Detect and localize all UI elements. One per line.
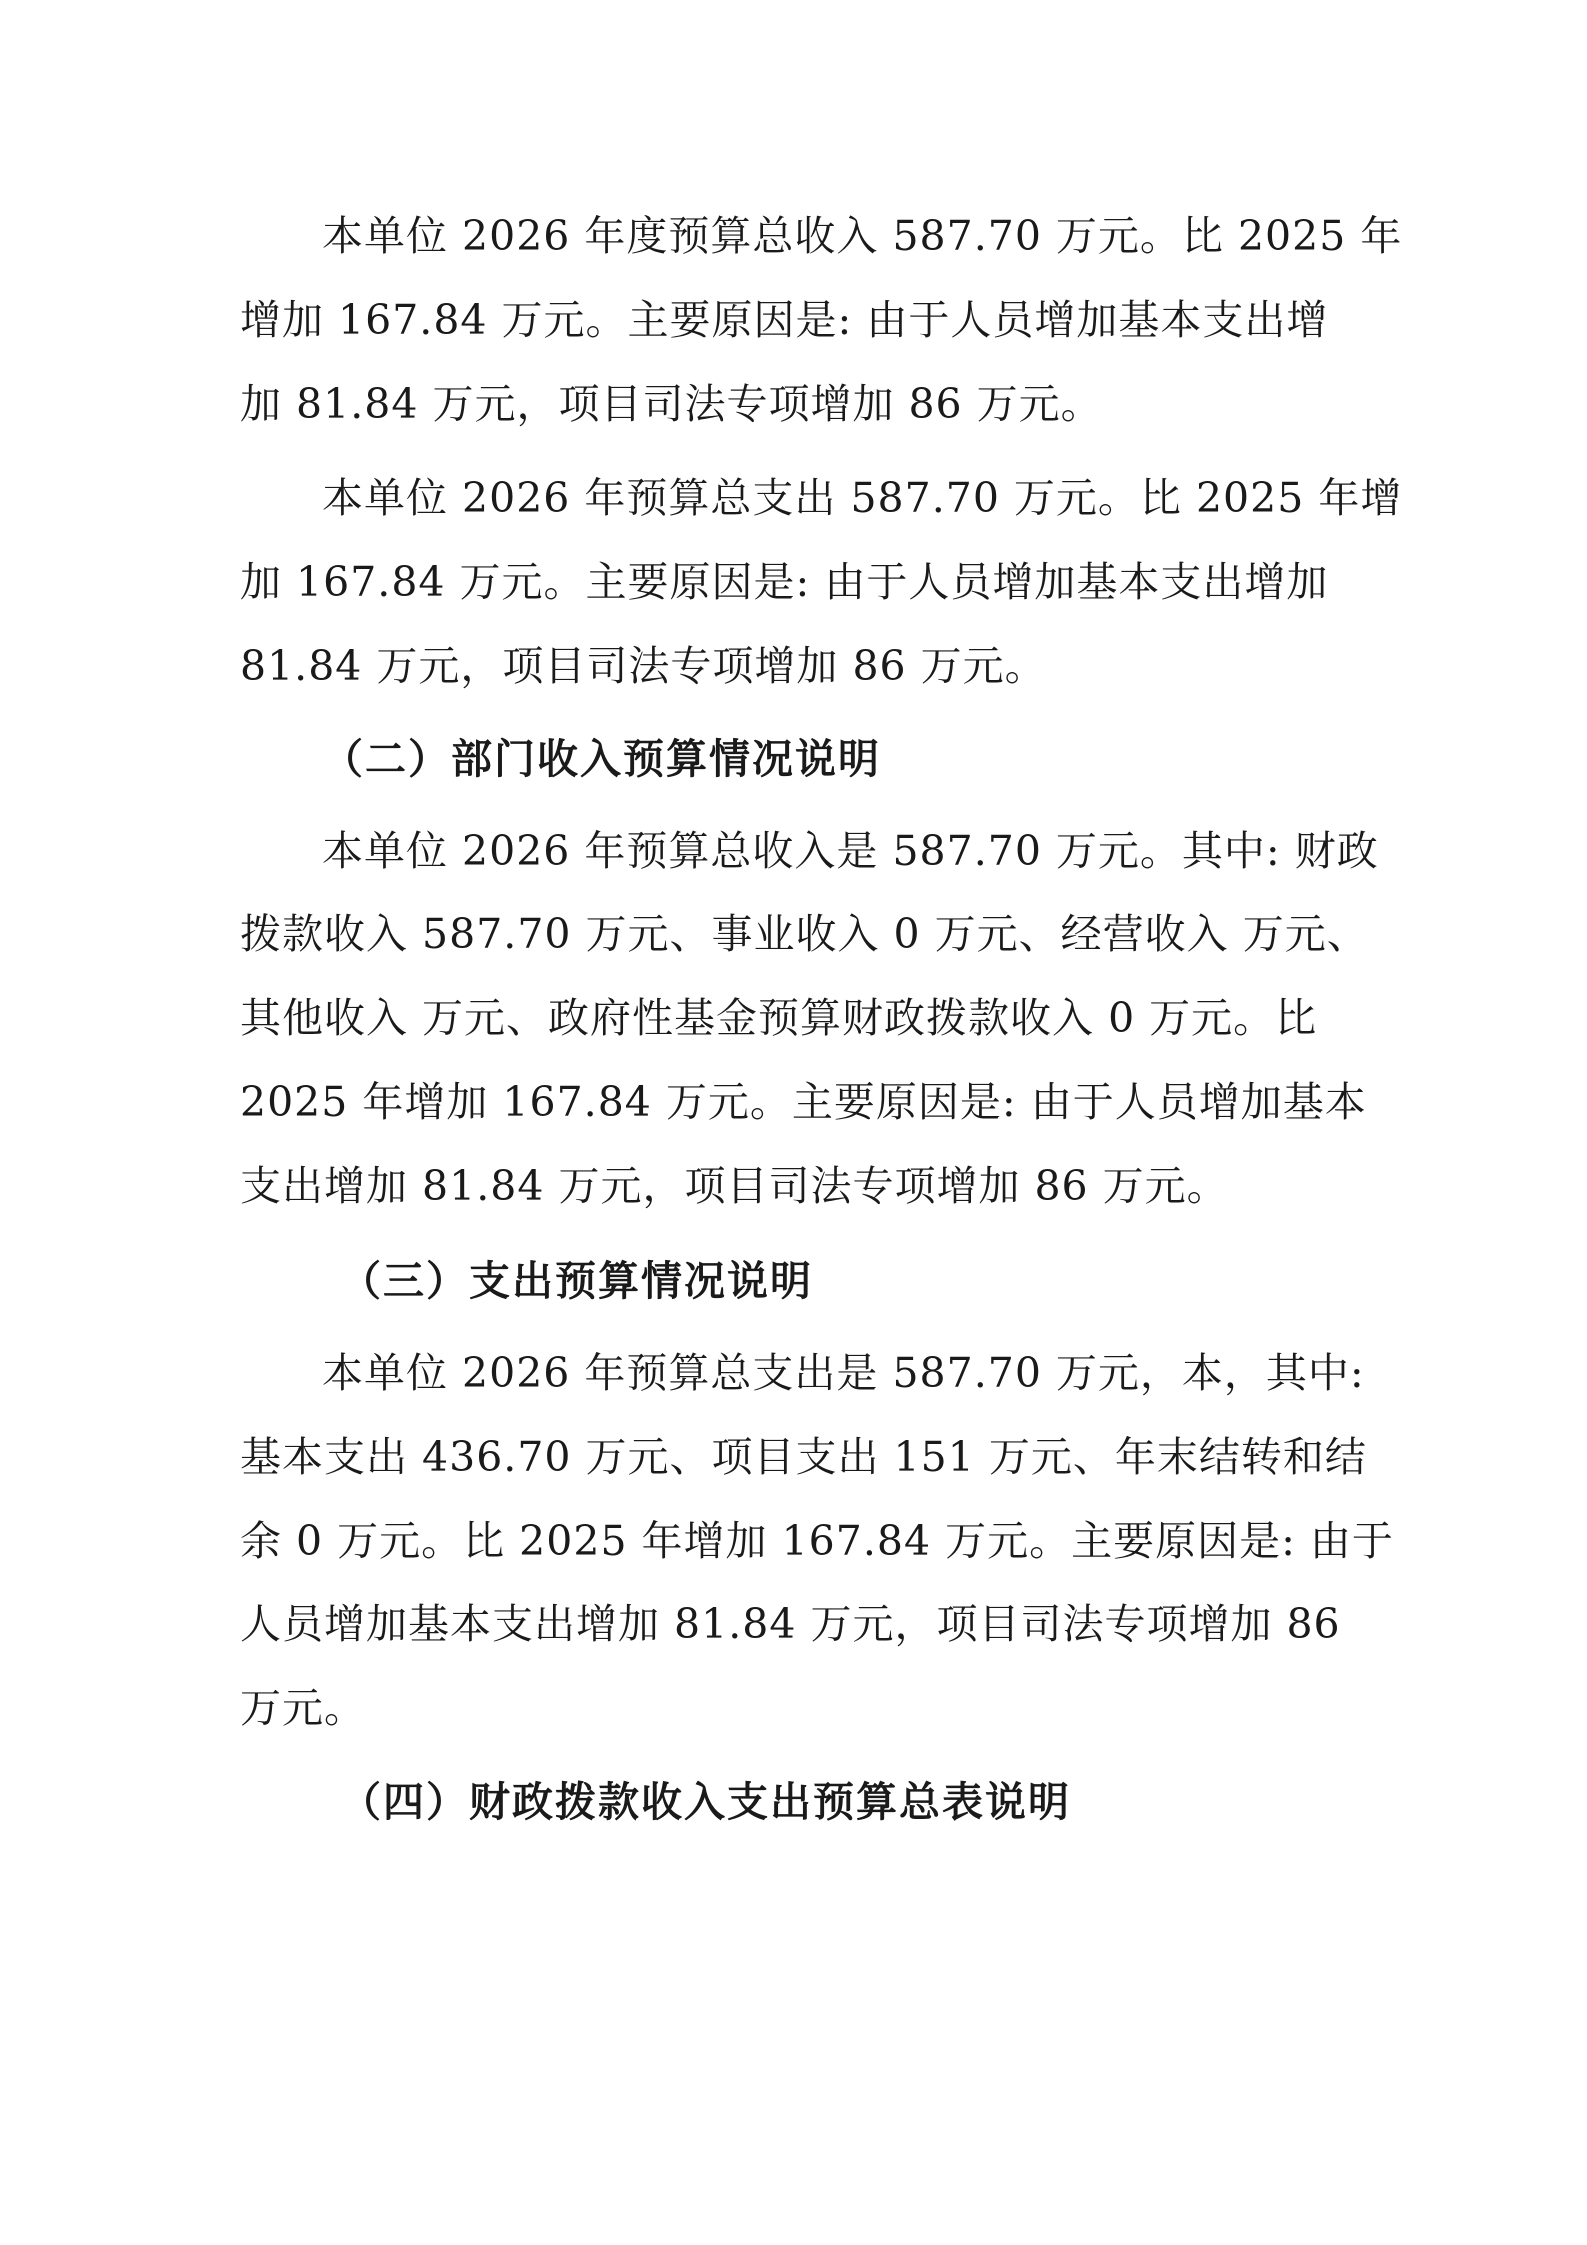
paragraph-2-line-2: 加 167.84 万元。主要原因是: 由于人员增加基本支出增加 [240, 558, 1329, 606]
section-heading-4: （四）财政拨款收入支出预算总表说明 [340, 1778, 1071, 1826]
paragraph-3-line-2: 拨款收入 587.70 万元、事业收入 0 万元、经营收入 万元、 [240, 910, 1369, 958]
paragraph-4-line-2: 基本支出 436.70 万元、项目支出 151 万元、年末结转和结 [240, 1433, 1367, 1481]
paragraph-3-line-4: 2025 年增加 167.84 万元。主要原因是: 由于人员增加基本 [240, 1078, 1367, 1126]
section-heading-3: （三）支出预算情况说明 [340, 1257, 813, 1305]
paragraph-4-line-3: 余 0 万元。比 2025 年增加 167.84 万元。主要原因是: 由于 [240, 1517, 1394, 1565]
paragraph-2-line-3: 81.84 万元，项目司法专项增加 86 万元。 [240, 642, 1047, 690]
paragraph-4-line-4: 人员增加基本支出增加 81.84 万元，项目司法专项增加 86 [240, 1600, 1341, 1648]
paragraph-4-line-5: 万元。 [240, 1684, 366, 1732]
paragraph-4-line-1: 本单位 2026 年预算总支出是 587.70 万元，本，其中: [322, 1349, 1365, 1397]
paragraph-3-line-1: 本单位 2026 年预算总收入是 587.70 万元。其中: 财政 [322, 827, 1379, 875]
paragraph-1-line-2: 增加 167.84 万元。主要原因是: 由于人员增加基本支出增 [240, 296, 1329, 344]
section-heading-2: （二）部门收入预算情况说明 [322, 735, 881, 783]
paragraph-2-line-1: 本单位 2026 年预算总支出 587.70 万元。比 2025 年增 [322, 474, 1403, 522]
paragraph-3-line-3: 其他收入 万元、政府性基金预算财政拨款收入 0 万元。比 [240, 994, 1318, 1042]
paragraph-1-line-3: 加 81.84 万元，项目司法专项增加 86 万元。 [240, 380, 1103, 428]
paragraph-3-line-5: 支出增加 81.84 万元，项目司法专项增加 86 万元。 [240, 1162, 1229, 1210]
paragraph-1-line-1: 本单位 2026 年度预算总收入 587.70 万元。比 2025 年 [322, 212, 1403, 260]
